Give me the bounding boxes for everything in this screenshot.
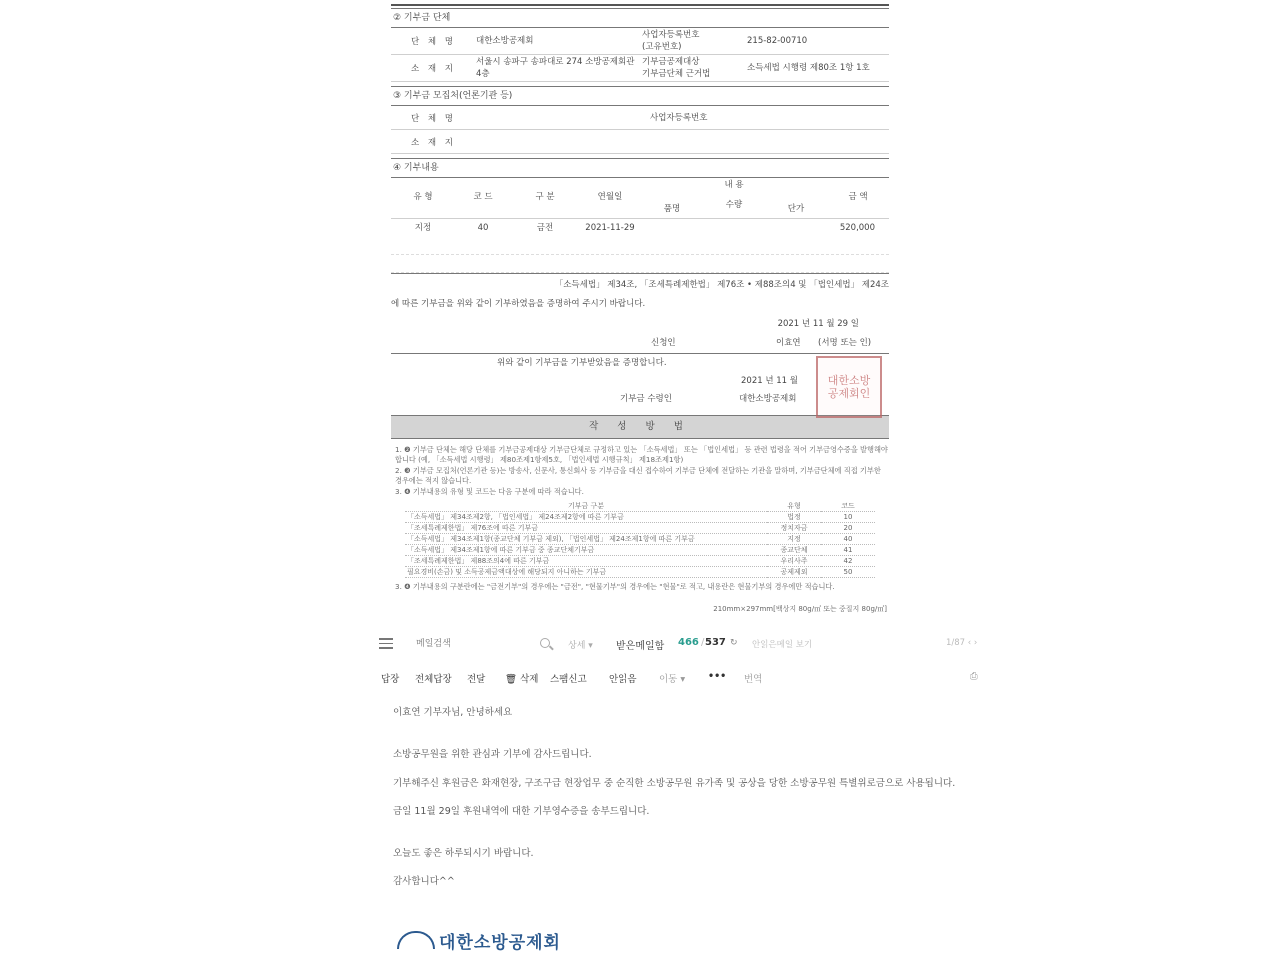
code-desc: 「조세특례제한법」 제76조에 따른 기부금 <box>405 522 767 533</box>
code-value: 40 <box>821 533 875 544</box>
top-rule <box>391 4 889 6</box>
address-value: 서울시 송파구 송파대로 274 소방공제회관 4층 <box>476 57 635 79</box>
code-type: 종교단체 <box>767 544 821 555</box>
note-2: 2. ❸ 기부금 모집처(언론기관 등)는 방송사, 신문사, 통신회사 등 기부금을 대신 접수하여 기부금 단체에 전달하는 기관을 말하며, 기부금단체에 직접 기부한 경우에는 적지 않습니다. <box>395 466 881 485</box>
org-address-row <box>391 55 889 82</box>
collector-address-label: 소 재 지 <box>410 137 457 148</box>
receiver-label: 기부금 수령인 <box>620 394 672 404</box>
section-3-title: ③ 기부금 모집처(언론기관 등) <box>391 87 889 106</box>
contents-table-header <box>391 178 889 219</box>
mail-usage: 기부해주신 후원금은 화재현장, 구조구급 현장업무 중 순직한 소방공무원 유가족 및 공상을 당한 소방공무원 특별위로금으로 사용됩니다. <box>393 778 956 789</box>
request-date: 2021 년 11 월 29 일 <box>777 319 859 329</box>
code-type: 법정 <box>767 511 821 522</box>
code-type: 우리사주 <box>767 555 821 566</box>
header-code: 코 드 <box>473 192 493 202</box>
receiver-row <box>391 389 889 409</box>
inbox-title[interactable]: 받은메일함 <box>616 641 665 652</box>
code-table-header <box>405 501 875 512</box>
move-dropdown[interactable]: 이동 ▾ <box>659 674 686 685</box>
code-type: 지정 <box>767 533 821 544</box>
section-4-title: ④ 기부내용 <box>391 159 889 178</box>
note-4: 3. ❹ 기부내용의 구분란에는 "금전기부"의 경우에는 "금전", "현물기부"의 경우에는 "현물"로 적고, 내용란은 현물기부의 경우에만 적습니다. <box>395 581 835 591</box>
basis-label: 기부금공제대상 기부금단체 근거법 <box>642 57 711 79</box>
note-3: 3. ❹ 기부내용의 유형 및 코드는 다음 구분에 따라 적습니다. <box>395 487 584 497</box>
cell-qty <box>703 219 765 237</box>
receiver-name: 대한소방공제회 <box>739 394 797 404</box>
donation-receipt <box>391 0 889 613</box>
reply-all-button[interactable]: 전체답장 <box>415 674 452 685</box>
table-row <box>405 511 875 522</box>
section-2-title: ② 기부금 단체 <box>391 9 889 28</box>
mail-thanks: 소방공무원을 위한 관심과 기부에 감사드립니다. <box>393 749 592 760</box>
org-name-label: 단 체 명 <box>410 37 457 47</box>
code-desc: 「소득세법」 제34조제2항, 「법인세법」 제24조제2항에 따른 기부금 <box>405 511 767 522</box>
cell-code: 40 <box>477 223 489 233</box>
more-icon[interactable]: ••• <box>708 671 727 682</box>
reply-button[interactable]: 답장 <box>381 674 400 685</box>
menu-icon[interactable] <box>379 638 393 649</box>
forward-button[interactable]: 전달 <box>467 674 486 685</box>
total-count: 537 <box>705 637 726 648</box>
table-row <box>405 533 875 544</box>
applicant-sign: (서명 또는 인) <box>818 338 872 348</box>
collector-address-row <box>391 130 889 154</box>
header-item: 품명 <box>663 204 681 214</box>
spam-report-button[interactable]: 스팸신고 <box>550 674 587 685</box>
table-row <box>405 555 875 566</box>
note-1: 1. ❷ 기부금 단체는 해당 단체를 기부금공제대상 기부금단체로 규정하고 있는 「소득세법」 또는 「법인세법」 등 관련 법령을 적어 기부금영수증을 발행해야 합니다 (예, 「소득세법 시행령」 제80조제1항제5호, 「법인세법 시행규칙」 제18조제1항) <box>395 445 888 464</box>
signature-logo-text: 대한소방공제회 <box>439 932 561 953</box>
cell-item <box>641 219 703 237</box>
cell-date: 2021-11-29 <box>585 223 635 233</box>
statement-line-1: 「소득세법」 제34조, 「조세특례제한법」 제76조 • 제88조의4 및 「법인세법」 제24조 <box>554 280 889 290</box>
mail-receipt-notice: 금일 11월 29일 후원내역에 대한 기부영수증을 송부드립니다. <box>393 806 650 817</box>
mail-top-bar <box>372 630 992 658</box>
code-value: 42 <box>821 555 875 566</box>
regno-label: 사업자등록번호 (고유번호) <box>642 30 700 52</box>
code-value: 10 <box>821 511 875 522</box>
address-label: 소 재 지 <box>410 64 457 74</box>
refresh-icon[interactable]: ↻ <box>730 638 738 648</box>
code-header-category: 기부금 구분 <box>405 501 767 512</box>
fire-association-logo-icon <box>397 931 435 949</box>
collector-name-row <box>391 106 889 130</box>
certify-text: 위와 같이 기부금을 기부받았음을 증명합니다. <box>497 358 667 368</box>
collector-name-label: 단 체 명 <box>410 113 457 124</box>
translate-button[interactable]: 번역 <box>744 674 763 685</box>
mail-closing: 감사합니다^^ <box>393 876 455 887</box>
code-type: 정치자금 <box>767 522 821 533</box>
collector-regno-label: 사업자등록번호 <box>650 112 708 123</box>
cell-unit-price <box>765 219 827 237</box>
cell-type: 지정 <box>414 223 432 233</box>
mail-search-input[interactable] <box>414 638 538 650</box>
method-title: 작 성 방 법 <box>391 415 889 439</box>
paper-size: 210mm×297mm[백상지 80g/㎡ 또는 중질지 80g/㎡] <box>713 605 887 613</box>
official-seal: 대한소방 공제회인 <box>816 356 882 418</box>
table-row <box>405 566 875 577</box>
code-header-type: 유형 <box>767 501 821 512</box>
cell-amount: 520,000 <box>839 223 875 233</box>
mark-unread-button[interactable]: 안읽음 <box>609 674 637 685</box>
header-qty: 수량 <box>725 200 743 210</box>
code-desc: 「조세특례제한법」 제88조의4에 따른 기부금 <box>405 555 767 566</box>
unread-count[interactable]: 466 <box>678 637 699 648</box>
mail-wish: 오늘도 좋은 하루되시기 바랍니다. <box>393 848 534 859</box>
code-desc: 「소득세법」 제34조제1항에 따른 기부금 중 종교단체기부금 <box>405 544 767 555</box>
statement-line-2: 에 따른 기부금을 위와 같이 기부하였음을 증명하여 주시기 바랍니다. <box>391 299 646 309</box>
org-name-value: 대한소방공제회 <box>476 36 534 46</box>
table-row <box>405 522 875 533</box>
search-icon[interactable] <box>540 638 550 648</box>
code-header-code: 코드 <box>821 501 875 512</box>
code-table <box>405 501 875 578</box>
header-category: 구 분 <box>535 192 555 202</box>
header-unit-price: 단가 <box>787 204 805 214</box>
code-type: 공제제외 <box>767 566 821 577</box>
applicant-label: 신청인 <box>651 338 676 348</box>
blank-row <box>391 237 889 255</box>
header-type: 유 형 <box>413 192 433 202</box>
signature-logo <box>397 930 561 953</box>
code-desc: 「소득세법」 제34조제1항(종교단체 기부금 제외), 「법인세법」 제24조제1항에 따른 기부금 <box>405 533 767 544</box>
regno-value: 215-82-00710 <box>747 36 808 46</box>
cell-category: 금전 <box>536 223 554 233</box>
header-amount: 금 액 <box>848 192 868 202</box>
certify-date: 2021 년 11 월 <box>741 376 798 386</box>
basis-value: 소득세법 시행령 제80조 1항 1호 <box>747 63 870 73</box>
mail-toolbar <box>372 670 992 690</box>
code-value: 41 <box>821 544 875 555</box>
code-value: 50 <box>821 566 875 577</box>
delete-button[interactable]: 🗑 삭제 <box>505 674 539 685</box>
header-date: 연월일 <box>597 192 623 202</box>
code-value: 20 <box>821 522 875 533</box>
print-icon[interactable]: ⎙ <box>970 671 978 682</box>
search-detail-dropdown[interactable]: 상세 ▾ <box>568 641 593 651</box>
code-desc: 필요경비(손금) 및 소득공제금액대상에 해당되지 아니하는 기부금 <box>405 566 767 577</box>
contents-row <box>391 219 889 237</box>
org-name-row <box>391 28 889 55</box>
blank-row <box>391 255 889 273</box>
header-content: 내 용 <box>724 180 744 190</box>
mail-greeting: 이효연 기부자님, 안녕하세요 <box>393 707 513 718</box>
applicant-name: 이효연 <box>776 338 801 348</box>
count-separator: / <box>701 637 705 648</box>
unread-only-toggle[interactable]: 안읽은메일 보기 <box>752 640 813 650</box>
table-row <box>405 544 875 555</box>
applicant-row <box>391 334 889 353</box>
mail-pager[interactable]: 1/87 ‹ › <box>946 638 978 648</box>
